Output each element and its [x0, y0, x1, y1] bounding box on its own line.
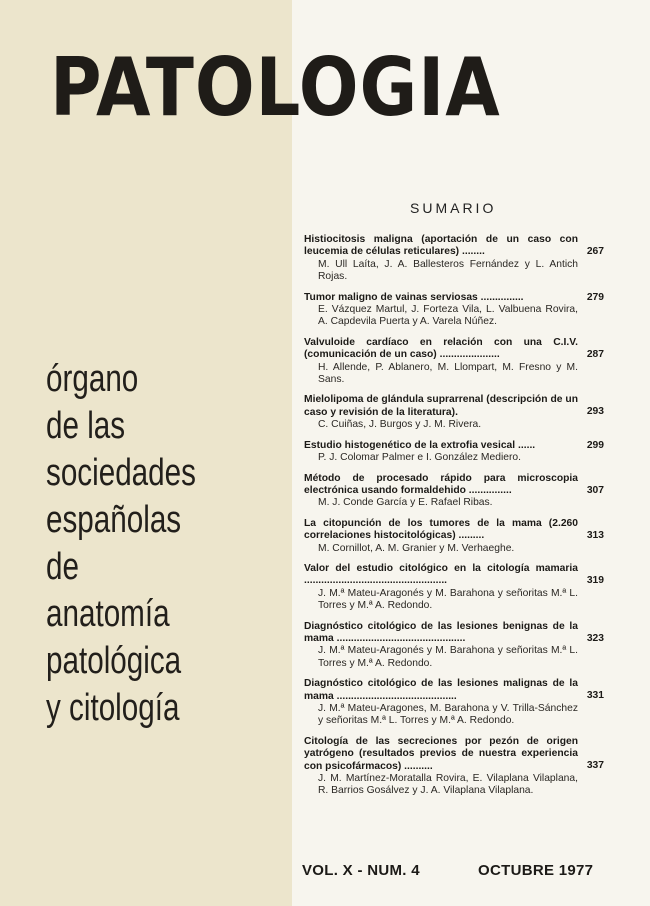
toc-entry: [304, 394, 604, 431]
toc-entry: [304, 563, 604, 613]
tagline-line: de: [46, 546, 79, 588]
toc-page-number: 307: [586, 484, 604, 496]
toc-page-number: 287: [586, 348, 604, 360]
toc-article-title: Método de procesado rápido para microscopia electrónica usando formaldehido ...............: [304, 472, 578, 496]
journal-tagline: [46, 356, 286, 732]
toc-article-title: Histiocitosis maligna (aportación de un caso con leucemia de células reticulares) ........: [304, 234, 578, 258]
toc-article-title: Valor del estudio citológico en la citología mamaria ..................................................: [304, 562, 578, 587]
toc-page-number: 331: [586, 690, 604, 702]
toc-article-authors: J. M. Martínez-Moratalla Rovira, E. Vilaplana Vilaplana, R. Barrios Gosálvez y J. A. Vilaplana Vilaplana.: [318, 773, 578, 797]
tagline-line: sociedades: [46, 452, 196, 494]
toc-article-authors: P. J. Colomar Palmer e I. González Mediero.: [318, 452, 521, 464]
toc-article-authors: M. J. Conde García y E. Rafael Ribas.: [318, 497, 493, 509]
toc-entry: [304, 292, 604, 329]
toc-article-authors: J. M.ª Mateu-Aragonés y M. Barahona y señoritas M.ª L. Torres y M.ª A. Redondo.: [318, 587, 578, 612]
issue-date: OCTUBRE 1977: [478, 862, 594, 879]
toc-article-title: Valvuloide cardíaco en relación con una C.I.V. (comunicación de un caso) .....................: [304, 336, 578, 361]
toc-article-title: Mielolipoma de glándula suprarrenal (descripción de un caso y revisión de la literatura).: [304, 394, 578, 418]
toc-page-number: 323: [586, 632, 604, 644]
volume-number: VOL. X - NUM. 4: [302, 862, 420, 879]
toc-entry: [304, 518, 604, 555]
tagline-line: órgano: [46, 358, 139, 400]
toc-article-title: Estudio histogenético de la extrofia vesical ......: [304, 439, 536, 451]
toc-entry: [304, 621, 604, 671]
tagline-line: anatomía: [46, 593, 170, 635]
toc-page-number: 293: [586, 406, 604, 418]
toc-page-number: 313: [586, 529, 604, 541]
toc-article-authors: M. Cornillot, A. M. Granier y M. Verhaeghe.: [318, 542, 515, 554]
toc-page-number: 337: [586, 759, 604, 771]
toc-entry: [304, 678, 604, 728]
toc-article-authors: M. Ull Laíta, J. A. Ballesteros Fernández y L. Antich Rojas.: [318, 258, 578, 283]
toc-article-authors: J. M.ª Mateu-Aragones, M. Barahona y V. Trilla-Sánchez y señoritas M.ª L. Torres y M.ª A. Redondo.: [318, 703, 578, 727]
sumario-heading: SUMARIO: [410, 200, 497, 216]
tagline-line: de las: [46, 405, 126, 447]
toc-article-title: La citopunción de los tumores de la mama (2.260 correlaciones histocitológicas) .........: [304, 517, 578, 542]
toc-article-title: Diagnóstico citológico de las lesiones benignas de la mama .............................................: [304, 620, 578, 644]
toc-page-number: 319: [586, 574, 604, 586]
toc-entry: [304, 440, 604, 465]
toc-article-title: Diagnóstico citológico de las lesiones malignas de la mama ..........................................: [304, 678, 578, 702]
toc-article-authors: J. M.ª Mateu-Aragonés y M. Barahona y señoritas M.ª L. Torres y M.ª A. Redondo.: [318, 645, 578, 669]
toc-article-title: Citología de las secreciones por pezón de origen yatrógeno (resultados previos de nuestra experiencia con psicofármacos) ..........: [304, 735, 578, 772]
toc-article-authors: H. Allende, P. Ablanero, M. Llompart, M. Fresno y M. Sans.: [318, 361, 578, 386]
table-of-contents: [304, 234, 604, 806]
toc-entry: [304, 234, 604, 284]
toc-page-number: 267: [586, 246, 604, 257]
tagline-line: y citología: [46, 687, 180, 729]
toc-entry: [304, 736, 604, 798]
toc-entry: [304, 473, 604, 510]
toc-page-number: 299: [586, 439, 604, 451]
tagline-line: patológica: [46, 640, 182, 682]
toc-entry: [304, 337, 604, 387]
tagline-line: españolas: [46, 499, 182, 541]
toc-article-authors: E. Vázquez Martul, J. Forteza Vila, L. Valbuena Rovira, A. Capdevila Puerta y A. Varela Núñez.: [318, 304, 578, 328]
toc-page-number: 279: [586, 291, 604, 303]
journal-title: PATOLOGIA: [50, 41, 501, 134]
toc-article-authors: C. Cuiñas, J. Burgos y J. M. Rivera.: [318, 419, 482, 431]
toc-article-title: Tumor maligno de vainas serviosas ...............: [304, 291, 524, 303]
